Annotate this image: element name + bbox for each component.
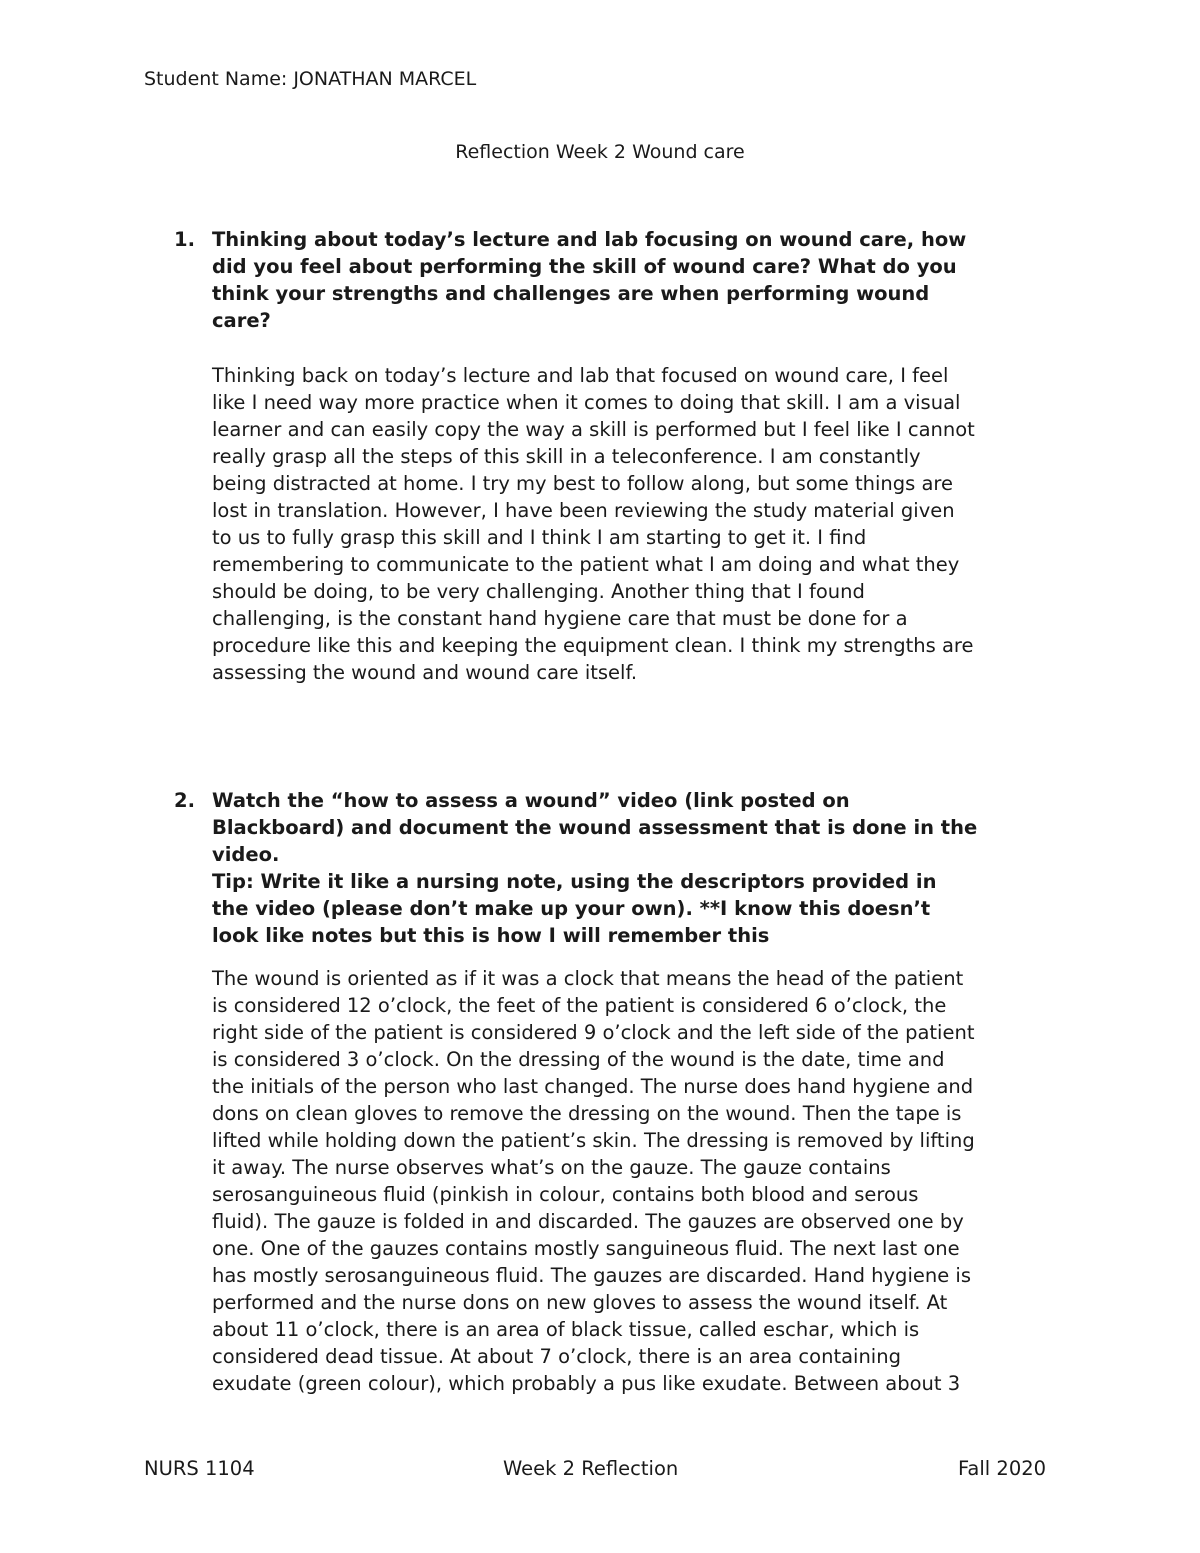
question-2-tip-line: Tip: Write it like a nursing note, using the descriptors provided in [212, 870, 937, 893]
answer-2-line: is considered 12 o’clock, the feet of the patient is considered 6 o’clock, the [212, 994, 947, 1017]
footer-title: Week 2 Reflection [503, 1457, 679, 1480]
question-2-line: Blackboard) and document the wound assessment that is done in the [212, 816, 978, 839]
answer-1-line: assessing the wound and wound care itself. [212, 661, 638, 684]
answer-2-line: considered dead tissue. At about 7 o’clock, there is an area containing [212, 1345, 901, 1368]
footer-course: NURS 1104 [144, 1457, 255, 1480]
answer-1-line: Thinking back on today’s lecture and lab that focused on wound care, I feel [212, 364, 949, 387]
question-2-tip-line: look like notes but this is how I will remember this [212, 924, 770, 947]
question-1 [174, 226, 1064, 334]
question-2-number: 2. [174, 789, 195, 812]
answer-1 [212, 362, 1064, 686]
answer-2-line: is considered 3 o’clock. On the dressing of the wound is the date, time and [212, 1048, 945, 1071]
answer-1-line: to us to fully grasp this skill and I think I am starting to get it. I find [212, 526, 867, 549]
answer-1-line: like I need way more practice when it comes to doing that skill. I am a visual [212, 391, 961, 414]
question-2-tip-line: the video (please don’t make up your own). **I know this doesn’t [212, 897, 931, 920]
answer-2-line: exudate (green colour), which probably a pus like exudate. Between about 3 [212, 1372, 961, 1395]
answer-2-line: the initials of the person who last changed. The nurse does hand hygiene and [212, 1075, 974, 1098]
question-1-number: 1. [174, 228, 195, 251]
answer-2-line: The wound is oriented as if it was a clock that means the head of the patient [212, 967, 964, 990]
footer-term: Fall 2020 [958, 1457, 1047, 1480]
question-1-line: Thinking about today’s lecture and lab focusing on wound care, how [212, 228, 967, 251]
answer-2-line: dons on clean gloves to remove the dressing on the wound. Then the tape is [212, 1102, 962, 1125]
answer-1-line: lost in translation. However, I have been reviewing the study material given [212, 499, 955, 522]
answer-1-line: being distracted at home. I try my best to follow along, but some things are [212, 472, 953, 495]
student-name-header: Student Name: JONATHAN MARCEL [144, 68, 477, 90]
answer-1-line: really grasp all the steps of this skill in a teleconference. I am constantly [212, 445, 921, 468]
answer-2 [212, 965, 1064, 1397]
answer-2-line: performed and the nurse dons on new gloves to assess the wound itself. At [212, 1291, 948, 1314]
answer-2-line: it away. The nurse observes what’s on the gauze. The gauze contains [212, 1156, 891, 1179]
answer-1-line: remembering to communicate to the patient what I am doing and what they [212, 553, 960, 576]
question-1-line: think your strengths and challenges are when performing wound [212, 282, 930, 305]
answer-1-line: challenging, is the constant hand hygiene care that must be done for a [212, 607, 908, 630]
answer-2-line: serosanguineous fluid (pinkish in colour, contains both blood and serous [212, 1183, 919, 1206]
question-1-line: did you feel about performing the skill of wound care? What do you [212, 255, 957, 278]
answer-2-line: one. One of the gauzes contains mostly sanguineous fluid. The next last one [212, 1237, 960, 1260]
answer-1-line: procedure like this and keeping the equipment clean. I think my strengths are [212, 634, 974, 657]
answer-2-line: about 11 o’clock, there is an area of black tissue, called eschar, which is [212, 1318, 920, 1341]
answer-2-line: fluid). The gauze is folded in and discarded. The gauzes are observed one by [212, 1210, 964, 1233]
document-title: Reflection Week 2 Wound care [455, 141, 745, 163]
answer-2-line: right side of the patient is considered 9 o’clock and the left side of the patient [212, 1021, 975, 1044]
answer-2-line: has mostly serosanguineous fluid. The gauzes are discarded. Hand hygiene is [212, 1264, 971, 1287]
question-2-line: video. [212, 843, 280, 866]
question-2 [174, 787, 1064, 949]
answer-2-line: lifted while holding down the patient’s skin. The dressing is removed by lifting [212, 1129, 975, 1152]
question-2-line: Watch the “how to assess a wound” video (link posted on [212, 789, 850, 812]
question-1-line: care? [212, 309, 271, 332]
answer-1-line: should be doing, to be very challenging. Another thing that I found [212, 580, 865, 603]
answer-1-line: learner and can easily copy the way a skill is performed but I feel like I cannot [212, 418, 975, 441]
